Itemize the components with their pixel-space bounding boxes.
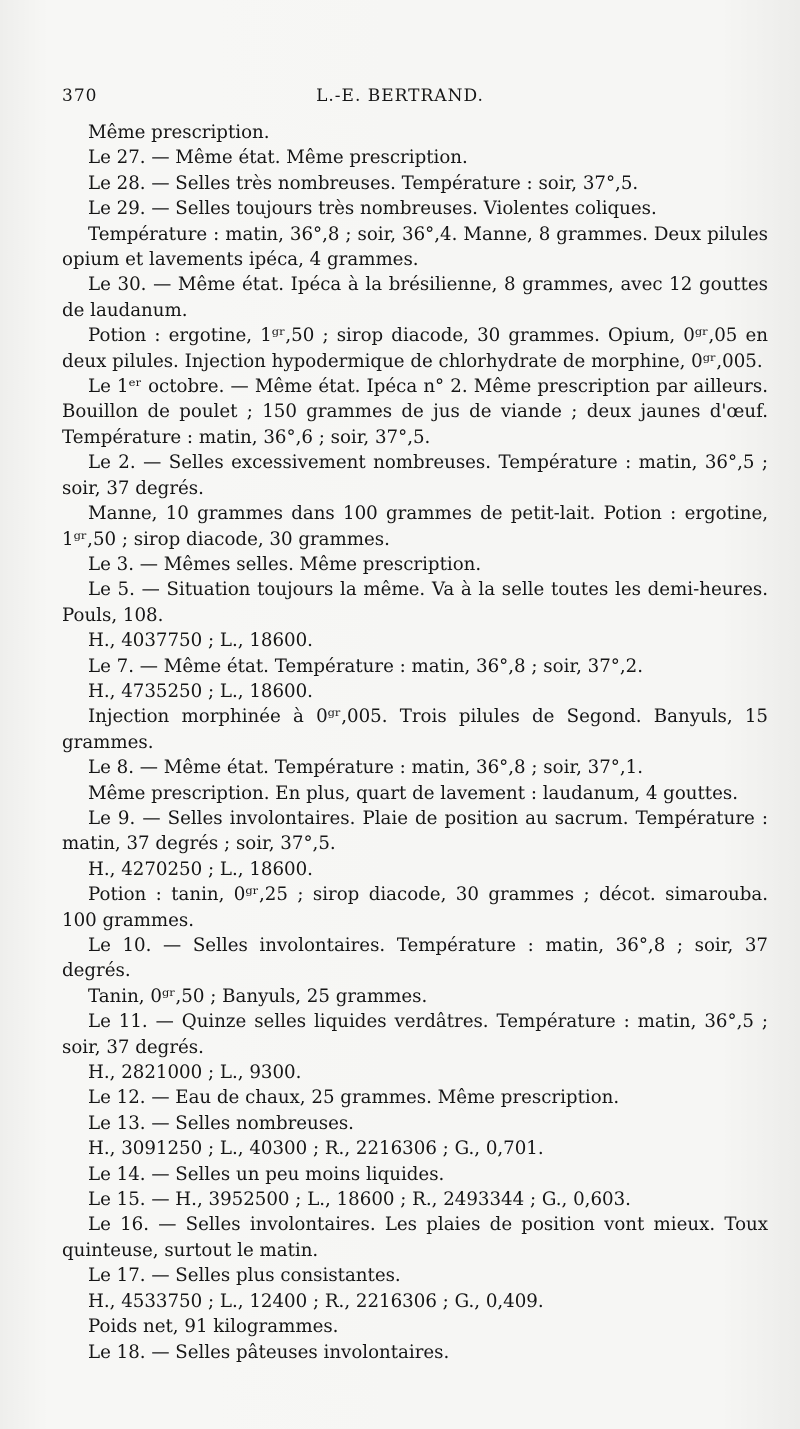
running-title: L.-E. BERTRAND.	[316, 86, 484, 106]
body-text	[62, 120, 768, 1365]
paragraph: Le 9. — Selles involontaires. Plaie de position au sacrum. Température : matin, 37 degrés ; soir, 37°,5.	[62, 807, 768, 855]
paragraph: Le 28. — Selles très nombreuses. Température : soir, 37°,5.	[88, 172, 639, 194]
paragraph: Même prescription. En plus, quart de lavement : laudanum, 4 gouttes.	[88, 782, 738, 804]
paragraph: H., 4533750 ; L., 12400 ; R., 2216306 ; G., 0,409.	[88, 1290, 544, 1312]
paragraph: Le 10. — Selles involontaires. Température : matin, 36°,8 ; soir, 37 degrés.	[62, 935, 768, 982]
paragraph: Le 7. — Même état. Température : matin, 36°,8 ; soir, 37°,2.	[88, 655, 644, 677]
paragraph: Tanin, 0ᵍʳ,50 ; Banyuls, 25 grammes.	[88, 985, 428, 1007]
paragraph: Le 14. — Selles un peu moins liquides.	[88, 1163, 445, 1185]
paragraph: Le 18. — Selles pâteuses involontaires.	[88, 1341, 450, 1363]
page-number: 370	[62, 86, 98, 106]
paragraph: H., 4735250 ; L., 18600.	[88, 680, 313, 702]
page-header	[62, 86, 738, 110]
paragraph: Le 5. — Situation toujours la même. Va à la selle toutes les demi-heures. Pouls, 108.	[62, 579, 768, 626]
paragraph: Le 12. — Eau de chaux, 25 grammes. Même prescription.	[88, 1087, 620, 1109]
paragraph: Le 3. — Mêmes selles. Même prescription.	[88, 553, 482, 575]
paragraph: Manne, 10 grammes dans 100 grammes de petit-lait. Potion : ergotine, 1ᵍʳ,50 ; sirop diacode, 30 grammes.	[62, 503, 768, 550]
paragraph: Potion : tanin, 0ᵍʳ,25 ; sirop diacode, 30 grammes ; décot. simarouba. 100 grammes.	[62, 884, 768, 931]
paragraph: Le 27. — Même état. Même prescription.	[88, 147, 468, 169]
paragraph: Potion : ergotine, 1ᵍʳ,50 ; sirop diacode, 30 grammes. Opium, 0ᵍʳ,05 en deux pilules. Injection hypodermique de chlorhydrate de morphine, 0ᵍʳ,005.	[62, 325, 768, 372]
paragraph: Le 16. — Selles involontaires. Les plaies de position vont mieux. Toux quinteuse, surtout le matin.	[62, 1214, 768, 1261]
paragraph: Le 15. — H., 3952500 ; L., 18600 ; R., 2493344 ; G., 0,603.	[88, 1189, 631, 1211]
paragraph: H., 3091250 ; L., 40300 ; R., 2216306 ; G., 0,701.	[88, 1138, 544, 1160]
paragraph: Injection morphinée à 0ᵍʳ,005. Trois pilules de Segond. Banyuls, 15 grammes.	[62, 706, 768, 753]
paragraph: Même prescription.	[88, 122, 270, 143]
paragraph: Le 29. — Selles toujours très nombreuses. Violentes coliques.	[88, 198, 657, 220]
paragraph: Le 8. — Même état. Température : matin, 36°,8 ; soir, 37°,1.	[88, 757, 644, 779]
paragraph: H., 4037750 ; L., 18600.	[88, 630, 313, 652]
paragraph: Température : matin, 36°,8 ; soir, 36°,4. Manne, 8 grammes. Deux pilules opium et lavements ipéca, 4 grammes.	[62, 223, 768, 271]
paragraph: Le 30. — Même état. Ipéca à la brésilienne, 8 grammes, avec 12 gouttes de laudanum.	[62, 274, 768, 321]
paragraph: Le 13. — Selles nombreuses.	[88, 1112, 354, 1134]
paragraph: Le 17. — Selles plus consistantes.	[88, 1265, 401, 1287]
paragraph: Le 11. — Quinze selles liquides verdâtres. Température : matin, 36°,5 ; soir, 37 degrés.	[62, 1011, 768, 1058]
paragraph: Le 1ᵉʳ octobre. — Même état. Ipéca n° 2. Même prescription par ailleurs. Bouillon de poulet ; 150 grammes de jus de viande ; deux jaunes d'œuf. Température : matin, 36°,6 ; soir, 37°,5.	[62, 376, 768, 448]
paragraph: Le 2. — Selles excessivement nombreuses. Température : matin, 36°,5 ; soir, 37 degrés.	[62, 452, 768, 499]
paragraph: H., 4270250 ; L., 18600.	[88, 858, 313, 880]
paragraph: Poids net, 91 kilogrammes.	[88, 1316, 339, 1338]
paragraph: H., 2821000 ; L., 9300.	[88, 1062, 302, 1084]
